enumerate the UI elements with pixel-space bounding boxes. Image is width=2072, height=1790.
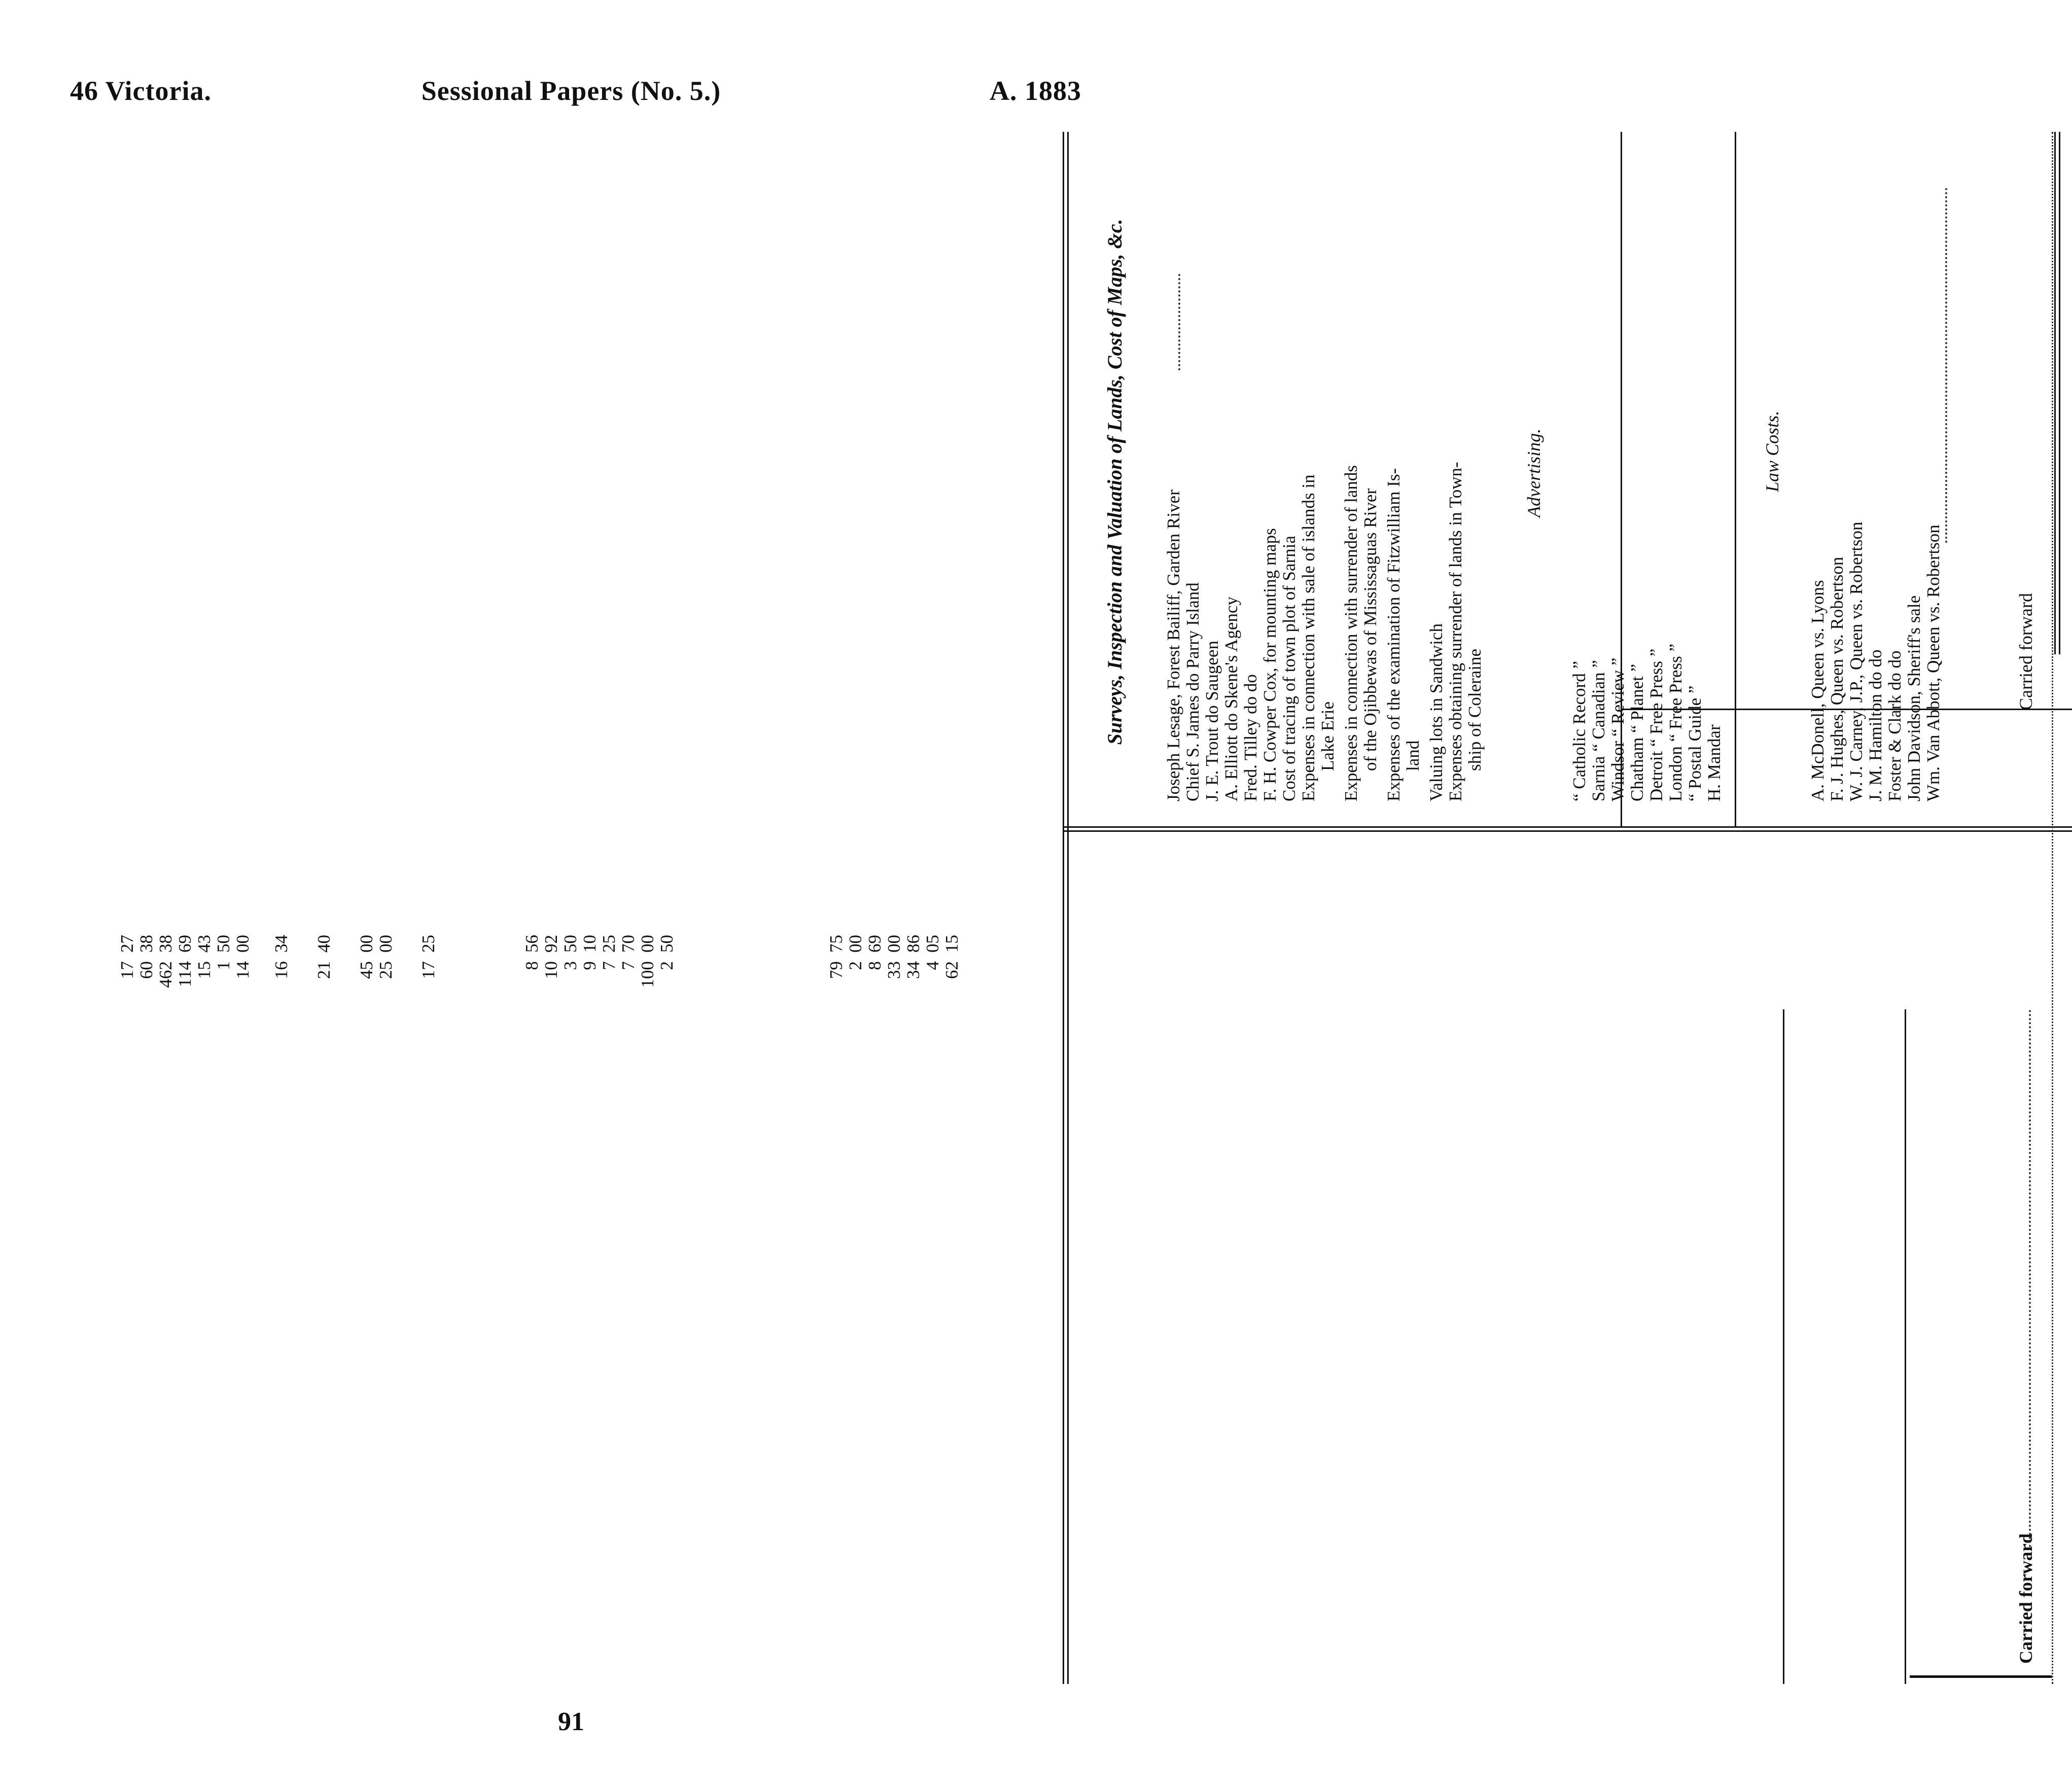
list-item: Windsor “ Review ” [1608, 657, 1628, 801]
rule-total-right-2 [1063, 826, 2072, 828]
list-item: “ Catholic Record ” [1569, 661, 1589, 801]
list-item: F. J. Hughes, Queen vs. Robertson [1827, 556, 1847, 801]
amount: 200 [846, 935, 865, 970]
list-item: A. Elliott do Skene's Agency [1221, 596, 1241, 801]
list-item: Expenses of the examination of Fitzwilliam Is- [1384, 468, 1403, 801]
carried-forward-left: Carried forward [2016, 593, 2036, 710]
list-item: H. Mandar [1704, 724, 1724, 801]
list-item: Foster & Clark do do [1885, 650, 1905, 801]
leader [1945, 188, 1947, 543]
list-item-cont: land [1403, 740, 1423, 771]
amount: 7975 [826, 935, 846, 979]
rule-split-1 [2054, 132, 2056, 654]
rule-right-b [1783, 1009, 1784, 1684]
rule-total-right [1063, 830, 2072, 832]
rule-right-a [1905, 1009, 1906, 1684]
header-center: Sessional Papers (No. 5.) [421, 76, 721, 106]
ledger-sheet [1063, 132, 2072, 1684]
amount: 2140 [314, 935, 334, 979]
list-item: Sarnia “ Canadian ” [1589, 660, 1608, 801]
amount: 250 [657, 935, 677, 970]
amount: 1092 [541, 935, 561, 979]
amount: 1727 [117, 935, 137, 979]
list-item: Detroit “ Free Press ” [1646, 648, 1666, 801]
list-item-cont: of the Ojibbewas of Mississaguas River [1360, 488, 1380, 771]
amount: 910 [580, 935, 600, 970]
rule-top-double-1 [1063, 132, 1064, 1684]
amount: 1400 [233, 935, 253, 979]
amount: 770 [618, 935, 638, 970]
header-right: A. 1883 [990, 76, 1081, 106]
amount: 2500 [376, 935, 396, 979]
section-heading-surveys: Surveys, Inspection and Valuation of Lands, Cost of Maps, &c. [1103, 219, 1126, 745]
list-item-cont: ship of Coleraine [1465, 648, 1485, 771]
amount: 350 [560, 935, 580, 970]
list-item: W. J. Carney, J.P., Queen vs. Robertson [1846, 521, 1866, 801]
list-item: A. McDonell, Queen vs. Lyons [1808, 580, 1828, 801]
list-item-cont: Lake Erie [1318, 701, 1338, 771]
page-number: 91 [558, 1707, 584, 1736]
amount: 1543 [194, 935, 214, 979]
amount: 869 [865, 935, 885, 970]
leader [2052, 132, 2053, 1684]
amount: 6038 [136, 935, 156, 979]
list-item: “ Postal Guide ” [1685, 685, 1705, 801]
list-item: Expenses in connection with surrender of lands [1341, 465, 1361, 801]
section-heading-law: Law Costs. [1762, 410, 1782, 492]
list-item: Wm. Van Abbott, Queen vs. Robertson [1923, 524, 1943, 801]
amount: 3300 [884, 935, 904, 979]
amount: 856 [522, 935, 542, 970]
rule-left-b [1735, 132, 1736, 827]
amount: 4500 [357, 935, 376, 979]
list-item: Cost of tracing of town plot of Sarnia [1279, 536, 1299, 801]
amount: 46238 [156, 935, 175, 988]
leader [1178, 274, 1180, 370]
list-item: J. M. Hamilton do do [1866, 649, 1885, 801]
list-item: John Davidson, Sheriff's sale [1904, 595, 1924, 801]
list-item: Expenses obtaining surrender of lands in Town- [1446, 462, 1465, 801]
list-item: J. E. Trout do Saugeen [1202, 641, 1222, 801]
amount: 1634 [271, 935, 291, 979]
rule-carried-mark [1910, 1675, 2052, 1678]
amount: 11469 [175, 935, 195, 988]
rule-split-2 [2059, 132, 2060, 654]
list-item: Expenses in connection with sale of islands in [1298, 474, 1318, 801]
section-heading-advertising: Advertising. [1524, 429, 1544, 517]
carried-forward-right: Carried forward [2016, 1533, 2036, 1664]
rule-top-double-2 [1067, 132, 1069, 1684]
list-item: London “ Free Press ” [1666, 643, 1685, 801]
amount: 1725 [418, 935, 438, 979]
amount: 405 [923, 935, 942, 970]
list-item: F. H. Cowper Cox, for mounting maps [1260, 528, 1280, 801]
list-item: Valuing lots in Sandwich [1426, 623, 1446, 801]
list-item: Chatham “ Planet ” [1627, 663, 1647, 801]
amount: 6215 [942, 935, 962, 979]
list-item: Chief S. James do Parry Island [1183, 582, 1203, 801]
amount: 725 [599, 935, 619, 970]
amount: 3486 [903, 935, 923, 979]
amount: 10000 [638, 935, 657, 988]
list-item: Fred. Tilley do do [1241, 674, 1260, 801]
leader [2029, 1009, 2031, 1547]
amount: 150 [214, 935, 233, 970]
list-item: Joseph Lesage, Forest Bailiff, Garden River [1164, 489, 1183, 801]
header-left: 46 Victoria. [70, 76, 212, 106]
